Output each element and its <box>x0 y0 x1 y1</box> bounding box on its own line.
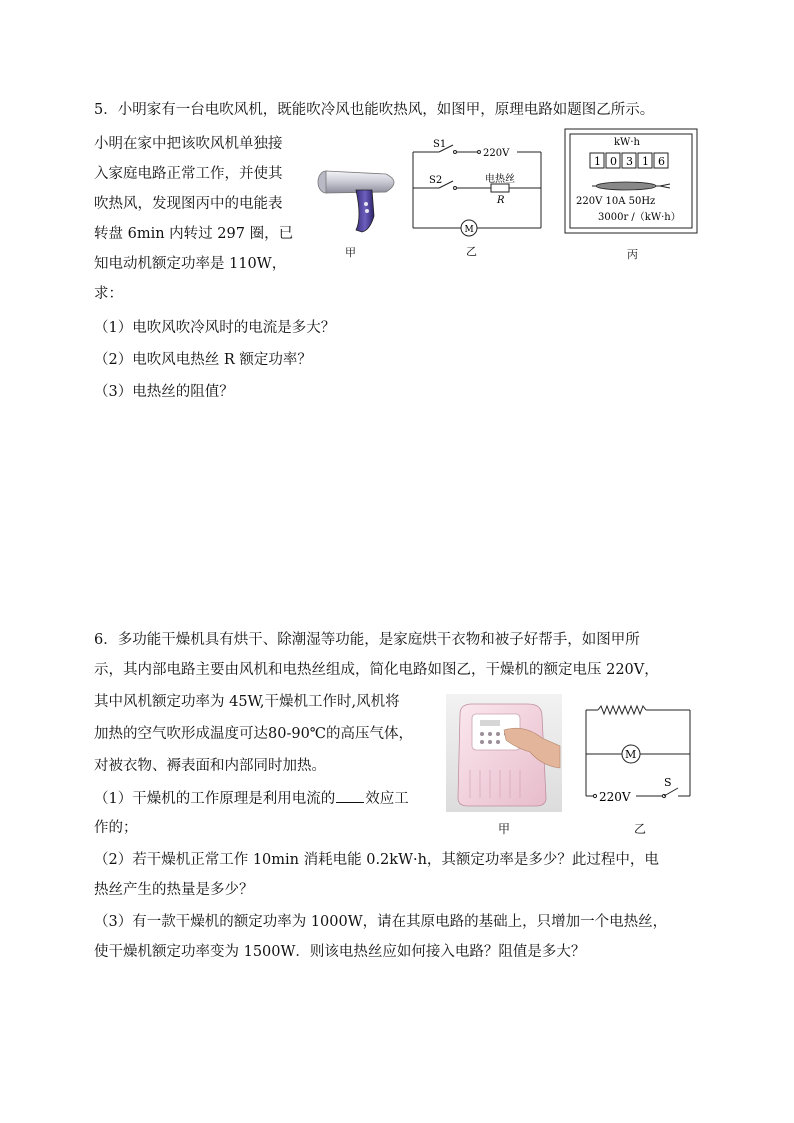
q5-intro: 5．小明家有一台电吹风机，既能吹冷风也能吹热风，如图甲，原理电路如题图乙所示。 <box>94 102 655 118</box>
q6-line-4: 加热的空气吹形成温度可达80-90℃的高压气体， <box>94 726 414 742</box>
q6-sub-1-text-b: 效应工 <box>365 791 409 807</box>
hair-dryer-image <box>316 160 406 240</box>
q5-line-1: 小明在家中把该吹风机单独接 <box>94 136 283 152</box>
q6-line-3: 其中风机额定功率为 45W,干燥机工作时,风机将 <box>94 694 400 710</box>
s1-label: S1 <box>433 139 447 150</box>
meter-digit-4: 1 <box>642 155 649 168</box>
q5-sub-1: （1）电吹风吹冷风时的电流是多大？ <box>94 320 336 336</box>
meter-digit-2: 0 <box>610 155 617 168</box>
q6-line-2: 示，其内部电路主要由风机和电热丝组成，简化电路如图乙，干燥机的额定电压 220V， <box>94 662 659 678</box>
q6-line-1: 6．多功能干燥机具有烘干、除潮湿等功能，是家庭烘干衣物和被子好帮手，如图甲所 <box>94 632 640 648</box>
q6-sub-1-text-a: （1）干燥机的工作原理是利用电流的 <box>94 791 336 807</box>
q6-fig-yi-caption: 乙 <box>634 822 647 836</box>
meter-rating: 220V 10A 50Hz <box>576 196 656 207</box>
q6-fig-jia-caption: 甲 <box>498 822 511 836</box>
q5-fig-bing-caption: 丙 <box>627 248 638 261</box>
q6-sub-3-line-a: （3）有一款干燥机的额定功率为 1000W，请在其原电路的基础上，只增加一个电热丝， <box>94 914 668 930</box>
motor-label: M <box>464 225 474 235</box>
q6-voltage-label: 220V <box>599 790 631 804</box>
q5-circuit-diagram <box>405 136 550 240</box>
meter-disk <box>596 182 656 190</box>
q5-line-5: 知电动机额定功率是 110W， <box>94 256 287 272</box>
voltage-label: 220V <box>483 148 510 159</box>
q6-line-5: 对被衣物、褥表面和内部同时加热。 <box>94 758 326 774</box>
q6-sub-1-line-b: 作的； <box>94 820 138 836</box>
q6-sub-2-line-b: 热丝产生的热量是多少？ <box>94 882 254 898</box>
q5-sub-3: （3）电热丝的阻值？ <box>94 384 234 400</box>
q6-sub-2-line-a: （2）若干燥机正常工作 10min 消耗电能 0.2kW·h，其额定功率是多少？此过程中，电 <box>94 852 659 868</box>
heater-label: 电热丝 <box>485 174 515 185</box>
q5-line-2: 入家庭电路正常工作，并使其 <box>94 166 283 182</box>
s2-label: S2 <box>429 175 443 186</box>
meter-unit: kW·h <box>614 137 640 148</box>
energy-meter-diagram <box>564 128 698 234</box>
q5-fig-jia-caption: 甲 <box>345 246 356 259</box>
dryer-photo <box>446 694 562 812</box>
meter-digit-1: 1 <box>594 155 601 168</box>
q5-line-6: 求： <box>94 286 123 302</box>
meter-constant: 3000r /（kW·h） <box>598 212 681 223</box>
q6-sub-3-line-b: 使干燥机额定功率变为 1500W．则该电热丝应如何接入电路？阻值是多大？ <box>94 944 586 960</box>
q6-motor-label: M <box>625 748 637 761</box>
q6-sub-1-answer-blank[interactable] <box>336 788 364 803</box>
meter-digit-5: 6 <box>658 155 665 168</box>
r-label: R <box>497 195 505 206</box>
q5-sub-2: （2）电吹风电热丝 R 额定功率？ <box>94 352 312 368</box>
q5-line-4: 转盘 6min 内转过 297 圈，已 <box>94 226 294 242</box>
meter-digit-3: 3 <box>626 155 633 168</box>
q6-switch-label: S <box>664 776 672 789</box>
q5-fig-yi-caption: 乙 <box>466 245 477 258</box>
q5-body <box>94 129 293 309</box>
q6-circuit-diagram <box>578 700 696 810</box>
q5-line-3: 吹热风，发现图丙中的电能表 <box>94 196 283 212</box>
q6-sub-1-line-a <box>94 788 409 809</box>
